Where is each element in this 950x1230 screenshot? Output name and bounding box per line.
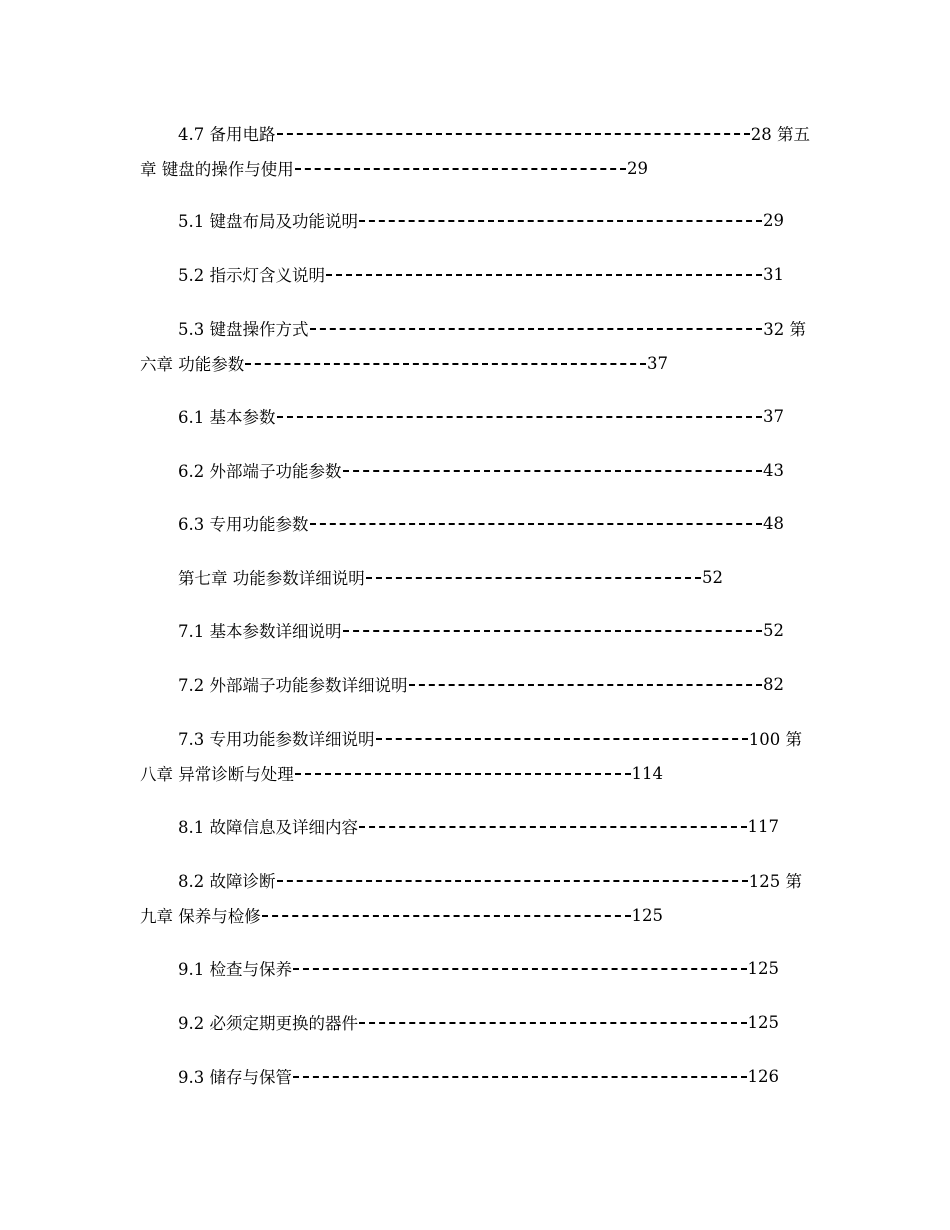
toc-dot-leader (293, 1076, 747, 1078)
toc-entry-page: 43 (763, 460, 784, 480)
toc-entry (178, 316, 806, 340)
toc-entry (140, 903, 663, 927)
toc-entry-page: 114 (631, 763, 663, 783)
toc-entry-label: 六章 功能参数 (140, 355, 245, 374)
toc-dot-leader (326, 274, 762, 276)
toc-entry-label: 9.3 储存与保管 (178, 1068, 292, 1087)
toc-entry-page: 37 (647, 353, 668, 373)
toc-dot-leader (277, 133, 750, 135)
toc-entry (178, 672, 784, 696)
toc-entry-page: 32 第 (763, 320, 806, 339)
toc-entry-page: 100 第 (748, 730, 802, 749)
toc-dot-leader (277, 880, 748, 882)
toc-dot-leader (376, 738, 748, 740)
toc-entry-page: 29 (627, 158, 648, 178)
toc-entry-label: 7.1 基本参数详细说明 (178, 622, 342, 641)
toc-entry (178, 262, 784, 286)
toc-dot-leader (359, 220, 762, 222)
toc-entry-page: 37 (763, 406, 784, 426)
toc-dot-leader (295, 168, 626, 170)
toc-entry-label: 7.3 专用功能参数详细说明 (178, 730, 375, 749)
toc-entry (178, 1010, 779, 1034)
toc-entry-label: 5.1 键盘布局及功能说明 (178, 212, 358, 231)
toc-dot-leader (310, 523, 763, 525)
toc-entry-label: 第七章 功能参数详细说明 (178, 569, 365, 588)
toc-entry-label: 6.3 专用功能参数 (178, 515, 309, 534)
toc-dot-leader (359, 1022, 747, 1024)
toc-dot-leader (310, 328, 763, 330)
toc-entry-label: 7.2 外部端子功能参数详细说明 (178, 676, 408, 695)
toc-entry-page: 48 (763, 513, 784, 533)
toc-dot-leader (295, 773, 631, 775)
toc-entry (140, 761, 663, 785)
toc-entry (140, 351, 668, 375)
toc-dot-leader (409, 684, 763, 686)
toc-entry (178, 208, 784, 232)
toc-dot-leader (366, 577, 701, 579)
toc-entry-page: 126 (747, 1066, 779, 1086)
toc-entry (178, 956, 779, 980)
toc-entry-page: 28 第五 (750, 125, 810, 144)
toc-entry-label: 5.2 指示灯含义说明 (178, 266, 325, 285)
toc-entry (178, 1064, 779, 1088)
toc-entry-page: 125 (631, 905, 663, 925)
toc-entry (178, 618, 784, 642)
toc-entry-page: 31 (763, 264, 784, 284)
toc-entry-label: 八章 异常诊断与处理 (140, 765, 294, 784)
toc-entry (178, 121, 810, 145)
toc-entry (178, 511, 784, 535)
toc-entry (178, 868, 802, 892)
toc-dot-leader (277, 416, 763, 418)
toc-entry (140, 156, 648, 180)
toc-entry-label: 9.2 必须定期更换的器件 (178, 1014, 358, 1033)
toc-entry (178, 458, 784, 482)
toc-dot-leader (359, 826, 747, 828)
toc-entry-label: 9.1 检查与保养 (178, 960, 292, 979)
toc-dot-leader (293, 968, 747, 970)
toc-entry-page: 125 (747, 958, 779, 978)
toc-dot-leader (245, 363, 646, 365)
toc-entry-page: 52 (702, 567, 723, 587)
toc-entry-page: 29 (763, 210, 784, 230)
toc-entry-label: 6.2 外部端子功能参数 (178, 462, 342, 481)
toc-entry (178, 565, 723, 589)
toc-dot-leader (262, 915, 631, 917)
toc-entry-label: 章 键盘的操作与使用 (140, 160, 294, 179)
toc-entry-label: 6.1 基本参数 (178, 408, 276, 427)
toc-entry-page: 117 (747, 816, 779, 836)
toc-entry (178, 726, 802, 750)
toc-entry-page: 52 (763, 620, 784, 640)
toc-entry-page: 125 (747, 1012, 779, 1032)
toc-entry-label: 九章 保养与检修 (140, 907, 261, 926)
toc-entry-label: 4.7 备用电路 (178, 125, 276, 144)
toc-entry (178, 814, 779, 838)
toc-dot-leader (343, 630, 763, 632)
toc-entry-label: 5.3 键盘操作方式 (178, 320, 309, 339)
toc-entry-label: 8.1 故障信息及详细内容 (178, 818, 358, 837)
toc-dot-leader (343, 470, 763, 472)
toc-entry-page: 125 第 (748, 872, 802, 891)
toc-entry-label: 8.2 故障诊断 (178, 872, 276, 891)
toc-entry-page: 82 (763, 674, 784, 694)
toc-entry (178, 404, 784, 428)
